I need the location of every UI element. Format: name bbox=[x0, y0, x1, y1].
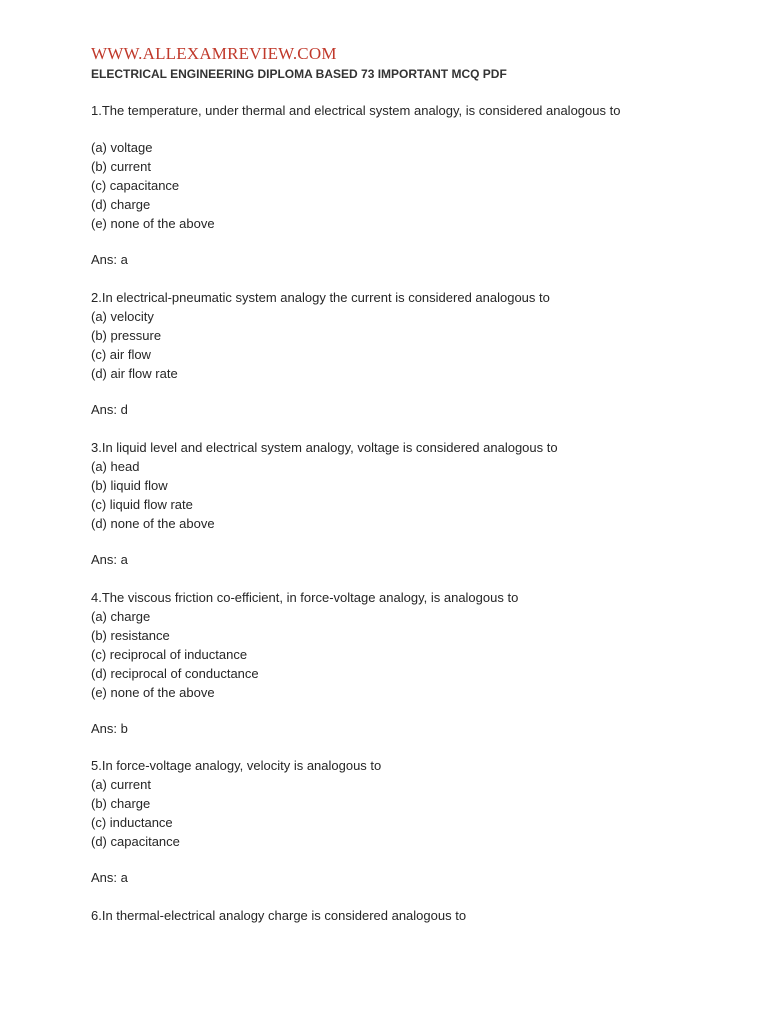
option-b: (b) charge bbox=[91, 796, 151, 811]
question-4 bbox=[91, 588, 518, 738]
option-a: (a) charge bbox=[91, 609, 151, 624]
option-c: (c) air flow bbox=[91, 347, 151, 362]
option-a: (a) current bbox=[91, 777, 151, 792]
answer-text: Ans: a bbox=[91, 870, 128, 885]
option-b: (b) liquid flow bbox=[91, 478, 168, 493]
question-stem: 4.The viscous friction co-efficient, in force-voltage analogy, is analogous to bbox=[91, 590, 519, 605]
option-c: (c) capacitance bbox=[91, 178, 180, 193]
answer-text: Ans: b bbox=[91, 721, 128, 736]
option-d: (d) charge bbox=[91, 197, 151, 212]
question-6 bbox=[91, 906, 466, 925]
option-c: (c) inductance bbox=[91, 815, 173, 830]
option-a: (a) head bbox=[91, 459, 140, 474]
option-b: (b) current bbox=[91, 159, 151, 174]
question-stem: 2.In electrical-pneumatic system analogy the current is considered analogous to bbox=[91, 290, 550, 305]
question-stem: 3.In liquid level and electrical system analogy, voltage is considered analogous to bbox=[91, 440, 558, 455]
question-3 bbox=[91, 438, 558, 569]
question-stem: 1.The temperature, under thermal and electrical system analogy, is considered analogous to bbox=[91, 103, 621, 118]
option-a: (a) voltage bbox=[91, 140, 153, 155]
answer-text: Ans: d bbox=[91, 402, 128, 417]
option-d: (d) air flow rate bbox=[91, 366, 178, 381]
option-e: (e) none of the above bbox=[91, 685, 215, 700]
answer-text: Ans: a bbox=[91, 252, 128, 267]
question-stem: 5.In force-voltage analogy, velocity is analogous to bbox=[91, 758, 382, 773]
option-d: (d) none of the above bbox=[91, 516, 215, 531]
option-b: (b) pressure bbox=[91, 328, 162, 343]
question-2 bbox=[91, 288, 550, 419]
question-1 bbox=[91, 101, 620, 269]
option-d: (d) reciprocal of conductance bbox=[91, 666, 259, 681]
question-5 bbox=[91, 756, 381, 887]
option-a: (a) velocity bbox=[91, 309, 154, 324]
option-c: (c) liquid flow rate bbox=[91, 497, 193, 512]
answer-text: Ans: a bbox=[91, 552, 128, 567]
option-b: (b) resistance bbox=[91, 628, 170, 643]
option-c: (c) reciprocal of inductance bbox=[91, 647, 248, 662]
site-link[interactable]: WWW.ALLEXAMREVIEW.COM bbox=[91, 44, 337, 63]
option-d: (d) capacitance bbox=[91, 834, 180, 849]
question-stem: 6.In thermal-electrical analogy charge is considered analogous to bbox=[91, 908, 467, 923]
document-title: ELECTRICAL ENGINEERING DIPLOMA BASED 73 IMPORTANT MCQ PDF bbox=[91, 67, 507, 81]
option-e: (e) none of the above bbox=[91, 216, 215, 231]
